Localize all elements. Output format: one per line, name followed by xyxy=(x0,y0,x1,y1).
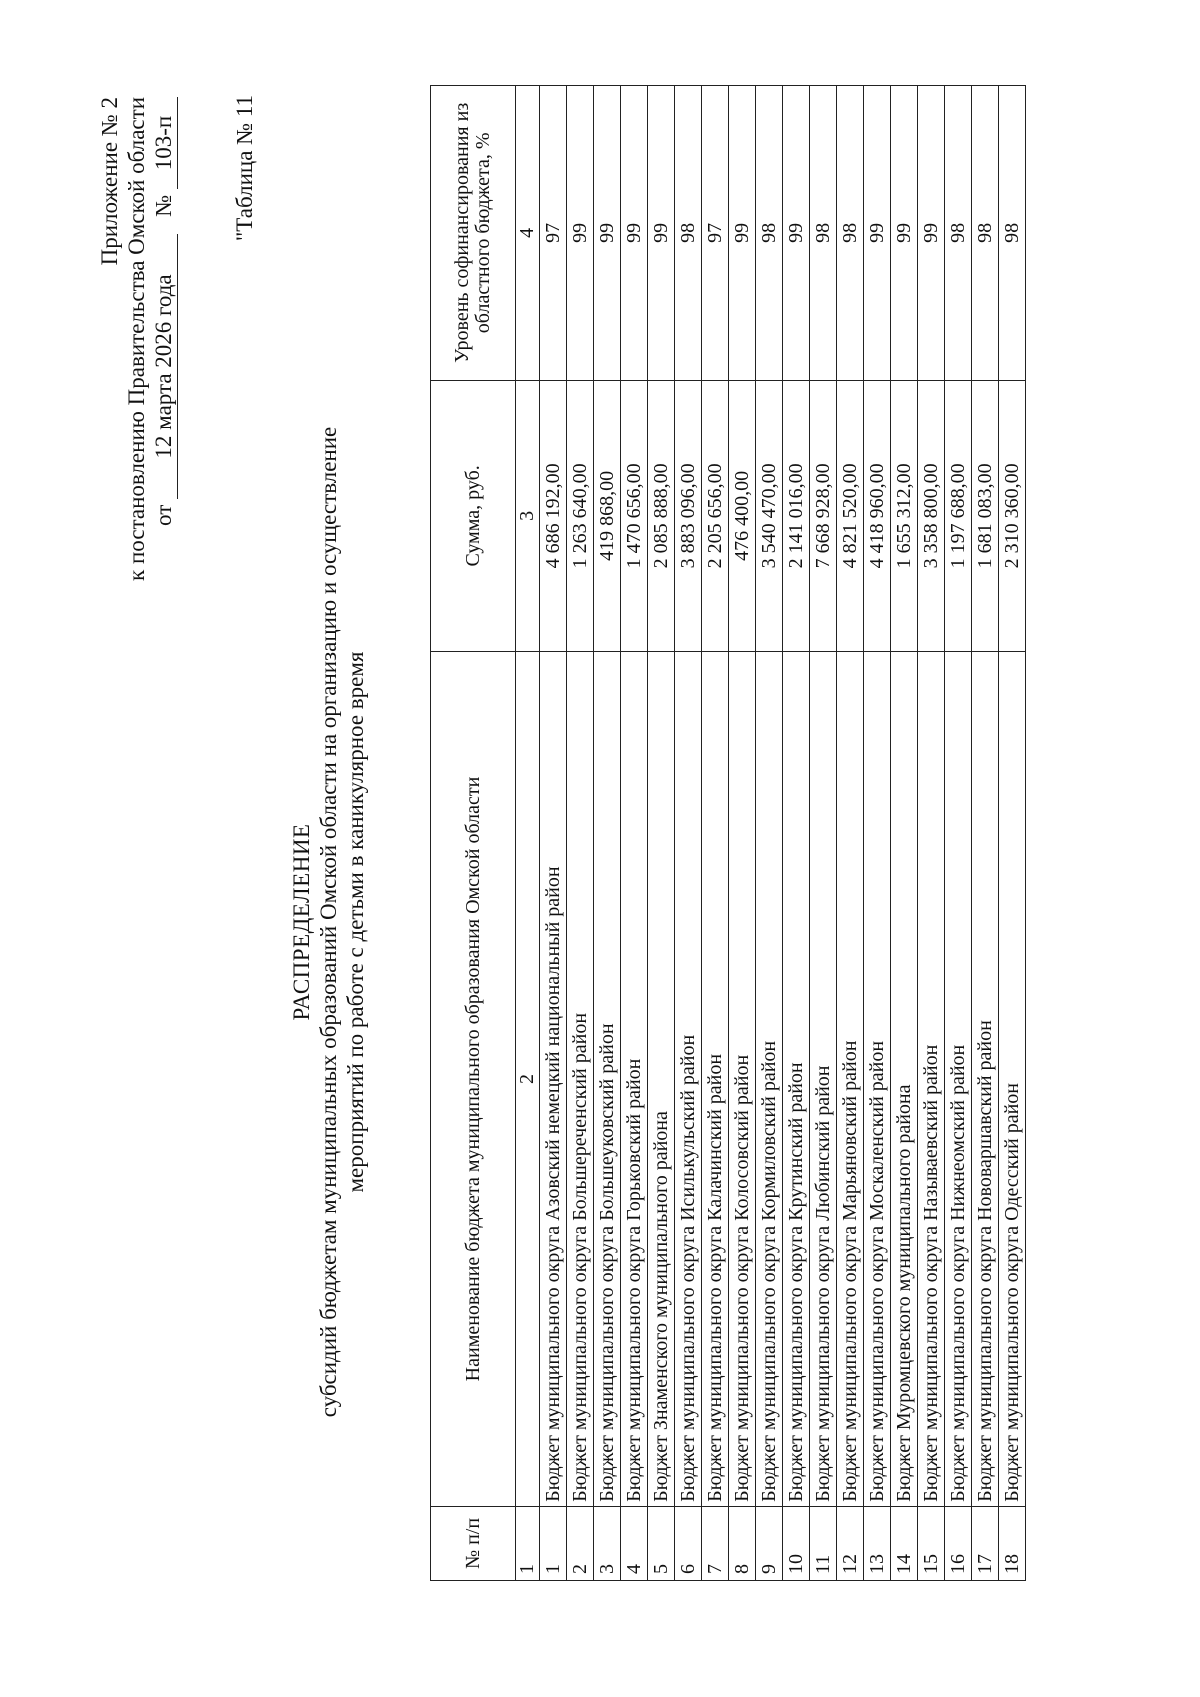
row-budget-name: Бюджет муниципального округа Крутинский район xyxy=(783,652,810,1507)
row-budget-name: Бюджет муниципального округа Горьковский район xyxy=(621,652,648,1507)
row-budget-name: Бюджет муниципального округа Москаленский район xyxy=(864,652,891,1507)
row-number: 16 xyxy=(945,1506,972,1580)
row-cofinancing-level: 98 xyxy=(837,86,864,381)
row-budget-name: Бюджет муниципального округа Исилькульский район xyxy=(675,652,702,1507)
row-number: 12 xyxy=(837,1506,864,1580)
row-sum: 1 197 688,00 xyxy=(945,380,972,651)
row-cofinancing-level: 98 xyxy=(972,86,999,381)
row-number: 7 xyxy=(702,1506,729,1580)
header-sum: Сумма, руб. xyxy=(431,380,516,651)
row-cofinancing-level: 99 xyxy=(729,86,756,381)
row-budget-name: Бюджет муниципального округа Марьяновский район xyxy=(837,652,864,1507)
table-row xyxy=(864,86,891,1581)
resolution-date: 12 марта 2026 года xyxy=(150,234,178,499)
row-number: 13 xyxy=(864,1506,891,1580)
from-label: от xyxy=(151,504,176,526)
row-cofinancing-level: 98 xyxy=(810,86,837,381)
row-sum: 1 263 640,00 xyxy=(567,380,594,651)
distribution-table xyxy=(430,85,1026,1581)
row-sum: 4 686 192,00 xyxy=(540,380,567,651)
row-cofinancing-level: 99 xyxy=(918,86,945,381)
row-sum: 1 470 656,00 xyxy=(621,380,648,651)
row-number: 4 xyxy=(621,1506,648,1580)
row-cofinancing-level: 98 xyxy=(999,86,1026,381)
table-row xyxy=(756,86,783,1581)
row-budget-name: Бюджет муниципального округа Калачинский район xyxy=(702,652,729,1507)
row-sum: 1 655 312,00 xyxy=(891,380,918,651)
row-cofinancing-level: 97 xyxy=(540,86,567,381)
row-number: 11 xyxy=(810,1506,837,1580)
row-number: 15 xyxy=(918,1506,945,1580)
title-line-1: субсидий бюджетам муниципальных образований Омской области на организацию и осуществление xyxy=(316,426,341,1418)
row-budget-name: Бюджет Знаменского муниципального района xyxy=(648,652,675,1507)
row-sum: 4 418 960,00 xyxy=(864,380,891,651)
row-cofinancing-level: 99 xyxy=(891,86,918,381)
table-row xyxy=(729,86,756,1581)
row-budget-name: Бюджет муниципального округа Кормиловский район xyxy=(756,652,783,1507)
approval-block xyxy=(96,97,178,817)
row-number: 2 xyxy=(567,1506,594,1580)
table-row xyxy=(837,86,864,1581)
row-budget-name: Бюджет муниципального округа Большереченский район xyxy=(567,652,594,1507)
row-number: 5 xyxy=(648,1506,675,1580)
row-budget-name: Бюджет муниципального округа Нижнеомский район xyxy=(945,652,972,1507)
row-cofinancing-level: 99 xyxy=(864,86,891,381)
table-row xyxy=(648,86,675,1581)
table-row xyxy=(783,86,810,1581)
table-row xyxy=(999,86,1026,1581)
row-budget-name: Бюджет муниципального округа Любинский район xyxy=(810,652,837,1507)
table-row xyxy=(891,86,918,1581)
row-number: 17 xyxy=(972,1506,999,1580)
table-body xyxy=(516,86,1026,1581)
table-row xyxy=(702,86,729,1581)
row-sum: 3 358 800,00 xyxy=(918,380,945,651)
row-cofinancing-level: 98 xyxy=(756,86,783,381)
table-row xyxy=(594,86,621,1581)
header-num: № п/п xyxy=(431,1506,516,1580)
row-number: 1 xyxy=(540,1506,567,1580)
row-cofinancing-level: 99 xyxy=(783,86,810,381)
row-number: 8 xyxy=(729,1506,756,1580)
row-sum: 4 821 520,00 xyxy=(837,380,864,651)
row-cofinancing-level: 98 xyxy=(945,86,972,381)
table-row xyxy=(540,86,567,1581)
row-budget-name: Бюджет муниципального округа Большеуковский район xyxy=(594,652,621,1507)
row-sum: 2 205 656,00 xyxy=(702,380,729,651)
row-sum: 3 540 470,00 xyxy=(756,380,783,651)
table-row xyxy=(810,86,837,1581)
table-row xyxy=(945,86,972,1581)
row-number: 18 xyxy=(999,1506,1026,1580)
table-row xyxy=(918,86,945,1581)
date-number-line xyxy=(150,97,178,817)
row-budget-name: Бюджет муниципального округа Одесский район xyxy=(999,652,1026,1507)
row-cofinancing-level: 99 xyxy=(648,86,675,381)
resolution-number: 103-п xyxy=(150,97,178,189)
row-budget-name: Бюджет муниципального округа Нововаршавский район xyxy=(972,652,999,1507)
title-line-2: мероприятий по работе с детьми в каникулярное время xyxy=(343,651,368,1193)
table-row xyxy=(972,86,999,1581)
row-sum: 2 141 016,00 xyxy=(783,380,810,651)
row-sum: 2 085 888,00 xyxy=(648,380,675,651)
row-number: 9 xyxy=(756,1506,783,1580)
row-budget-name: Бюджет муниципального округа Азовский немецкий национальный район xyxy=(540,652,567,1507)
table-row xyxy=(567,86,594,1581)
document-heading: РАСПРЕДЕЛЕНИЕ xyxy=(289,823,314,1021)
row-number: 14 xyxy=(891,1506,918,1580)
row-cofinancing-level: 97 xyxy=(702,86,729,381)
row-budget-name: Бюджет муниципального округа Называевский район xyxy=(918,652,945,1507)
row-cofinancing-level: 98 xyxy=(675,86,702,381)
row-sum: 476 400,00 xyxy=(729,380,756,651)
row-cofinancing-level: 99 xyxy=(594,86,621,381)
row-sum: 419 868,00 xyxy=(594,380,621,651)
column-number-row xyxy=(516,86,540,1581)
appendix-label: Приложение № 2 xyxy=(97,97,122,266)
column-number: 3 xyxy=(516,380,540,651)
row-sum: 7 668 928,00 xyxy=(810,380,837,651)
row-number: 3 xyxy=(594,1506,621,1580)
header-level: Уровень софинансирования из областного бюджета, % xyxy=(431,86,516,381)
row-budget-name: Бюджет муниципального округа Колосовский район xyxy=(729,652,756,1507)
title-block xyxy=(288,237,369,1607)
row-cofinancing-level: 99 xyxy=(621,86,648,381)
resolution-label: к постановлению Правительства Омской области xyxy=(124,97,149,581)
row-budget-name: Бюджет Муромцевского муниципального района xyxy=(891,652,918,1507)
number-label: № xyxy=(151,194,176,217)
column-number: 1 xyxy=(516,1506,540,1580)
row-number: 6 xyxy=(675,1506,702,1580)
row-number: 10 xyxy=(783,1506,810,1580)
row-cofinancing-level: 99 xyxy=(567,86,594,381)
column-number: 4 xyxy=(516,86,540,381)
header-name: Наименование бюджета муниципального образования Омской области xyxy=(431,652,516,1507)
row-sum: 3 883 096,00 xyxy=(675,380,702,651)
table-label: "Таблица № 11 xyxy=(232,95,257,242)
table-header-row xyxy=(431,86,516,1581)
row-sum: 2 310 360,00 xyxy=(999,380,1026,651)
row-sum: 1 681 083,00 xyxy=(972,380,999,651)
table-row xyxy=(621,86,648,1581)
table-row xyxy=(675,86,702,1581)
column-number: 2 xyxy=(516,652,540,1507)
